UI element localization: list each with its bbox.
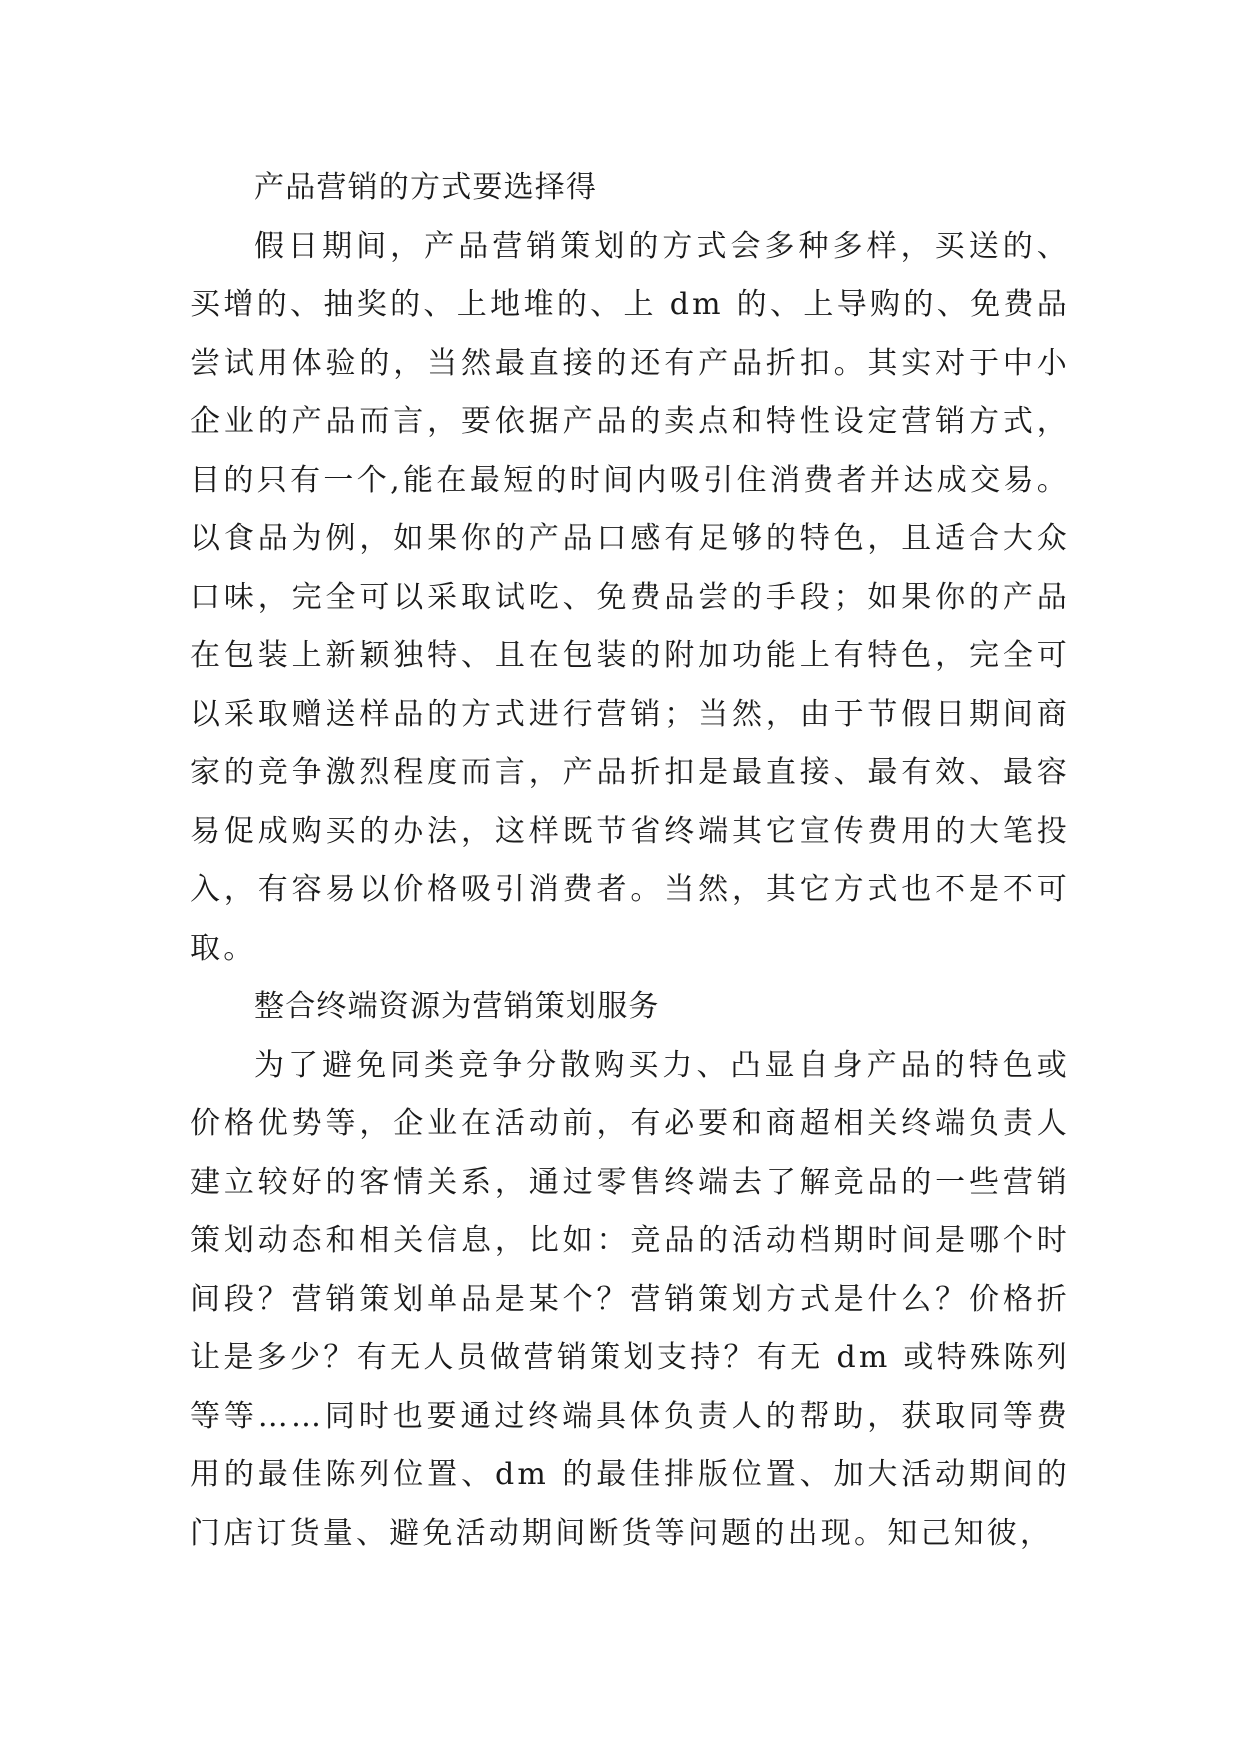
document-body [190, 159, 1070, 1563]
section-heading-terminal-resources: 整合终端资源为营销策划服务 [254, 989, 660, 1024]
paragraph-competitor-info: 为了避免同类竞争分散购买力、凸显自身产品的特色或价格优势等，企业在活动前，有必要和商超相关终端负责人建立较好的客情关系，通过零售终端去了解竞品的一些营销策划动态和相关信息，比如：竞品的活动档期时间是哪个时间段？营销策划单品是某个？营销策划方式是什么？价格折让是多少？有无人员做营销策划支持？有无 dm 或特殊陈列等等……同时也要通过终端具体负责人的帮助，获取同等费用的最佳陈列位置、dm 的最佳排版位置、加大活动期间的门店订货量、避免活动期间断货等问题的出现。知己知彼， [190, 1047, 1070, 1551]
paragraph-holiday-marketing: 假日期间，产品营销策划的方式会多种多样，买送的、买增的、抽奖的、上地堆的、上 dm 的、上导购的、免费品尝试用体验的，当然最直接的还有产品折扣。其实对于中小企业的产品而言，要依据产品的卖点和特性设定营销方式，目的只有一个,能在最短的时间内吸引住消费者并达成交易。以食品为例，如果你的产品口感有足够的特色，且适合大众口味，完全可以采取试吃、免费品尝的手段；如果你的产品在包装上新颖独特、且在包装的附加功能上有特色，完全可以采取赠送样品的方式进行营销；当然，由于节假日期间商家的竞争激烈程度而言，产品折扣是最直接、最有效、最容易促成购买的办法，这样既节省终端其它宣传费用的大笔投入，有容易以价格吸引消费者。当然，其它方式也不是不可取。 [190, 228, 1070, 966]
section-heading-product-marketing: 产品营销的方式要选择得 [254, 170, 598, 205]
